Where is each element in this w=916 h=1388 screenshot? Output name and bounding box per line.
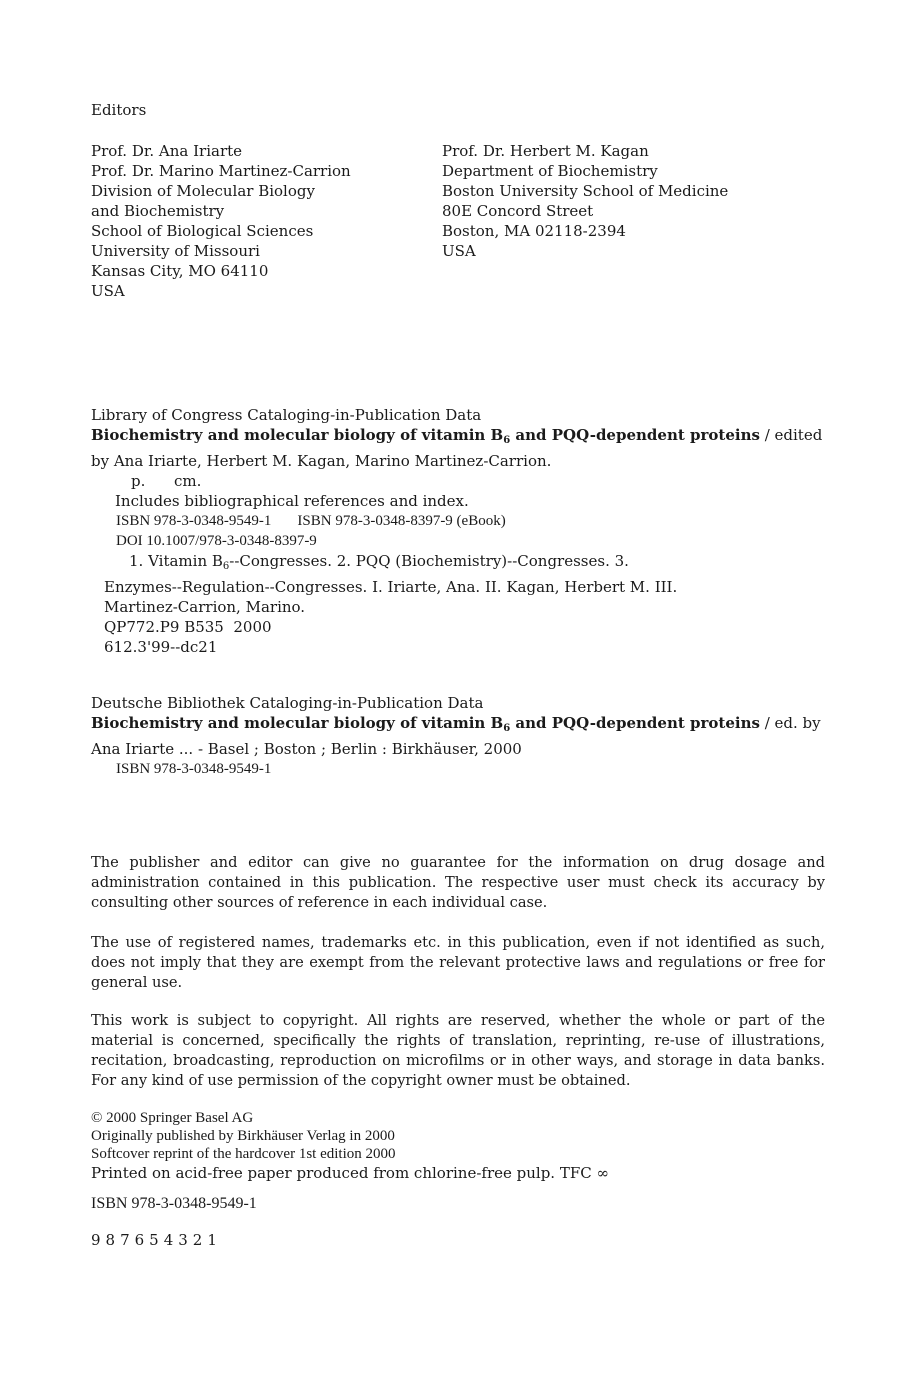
editor-right-line: Boston, MA 02118-2394 <box>442 222 626 240</box>
notice-copyright: This work is subject to copyright. All rights are reserved, whether the whole or part of the material is concerned, specifically the rights of translation, reprinting, re-use of illustrations, recitation, broadcasting, reproduction on microfilms or in other ways, and storage in data banks. For any kind of use permission of the copyright owner must be obtained. <box>91 1012 825 1089</box>
editor-left-line: University of Missouri <box>91 242 260 260</box>
loc-title: Biochemistry and molecular biology of vitamin $B_6$ and PQQ-dependent proteins <box>91 426 760 446</box>
notice-drug-dosage: The publisher and editor can give no guarantee for the information on drug dosage and administration contained in this publication. The respective user must check its accuracy by consulting other sources of reference in each individual case. <box>91 854 825 911</box>
dnb-title-line: Biochemistry and molecular biology of vitamin $B_6$ and PQQ-dependent proteins / ed. by <box>91 714 821 734</box>
printing-line: 987654321 <box>91 1231 222 1249</box>
editor-left-line: Division of Molecular Biology <box>91 182 315 200</box>
editor-right-line: Boston University School of Medicine <box>442 182 729 200</box>
editor-left-line: School of Biological Sciences <box>91 222 314 240</box>
loc-call-number: QP772.P9 B535 2000 <box>104 618 272 636</box>
editor-right-line: Department of Biochemistry <box>442 162 658 180</box>
original-publisher-line: Originally published by Birkhäuser Verlag in 2000 <box>91 1128 395 1144</box>
loc-pcm: p. cm. <box>131 472 202 490</box>
editors-left-address <box>91 141 351 301</box>
loc-cip-block <box>91 405 822 657</box>
isbn-final: ISBN 978-3-0348-9549-1 <box>91 1195 257 1212</box>
loc-heading: Library of Congress Cataloging-in-Publication Data <box>91 406 482 424</box>
loc-subjects-line3: Martinez-Carrion, Marino. <box>104 598 306 616</box>
notice-trademarks: The use of registered names, trademarks etc. in this publication, even if not identified as such, does not imply that they are exempt from the relevant protective laws and regulations or free for general use. <box>91 934 825 991</box>
editor-right-line: Prof. Dr. Herbert M. Kagan <box>442 142 649 160</box>
softcover-line: Softcover reprint of the hardcover 1st edition 2000 <box>91 1146 396 1162</box>
editor-left-line: Kansas City, MO 64110 <box>91 262 269 280</box>
loc-isbn-print: ISBN 978-3-0348-9549-1 <box>116 513 272 529</box>
dnb-cip-block <box>91 693 821 779</box>
editor-right-line: 80E Concord Street <box>442 202 594 220</box>
dnb-title: Biochemistry and molecular biology of vitamin $B_6$ and PQQ-dependent proteins <box>91 714 760 734</box>
loc-isbn-ebook: ISBN 978-3-0348-8397-9 (eBook) <box>297 513 506 529</box>
dnb-heading: Deutsche Bibliothek Cataloging-in-Publication Data <box>91 694 484 712</box>
loc-subjects-line1: 1. Vitamin $B_6-$-Congresses. 2. PQQ (Biochemistry)--Congresses. 3. <box>129 552 629 572</box>
loc-isbn-line <box>91 511 822 531</box>
editor-left-line: USA <box>91 282 125 300</box>
paper-line: Printed on acid-free paper produced from chlorine-free pulp. TFC ∞ <box>91 1164 609 1182</box>
editor-right-line: USA <box>442 242 476 260</box>
loc-dewey: 612.3'99--dc21 <box>104 638 218 656</box>
editor-left-line: and Biochemistry <box>91 202 225 220</box>
loc-includes: Includes bibliographical references and index. <box>115 492 469 510</box>
loc-title-line: Biochemistry and molecular biology of vitamin $B_6$ and PQQ-dependent proteins / edited <box>91 426 823 446</box>
dnb-isbn: ISBN 978-3-0348-9549-1 <box>116 761 272 777</box>
editors-right-address <box>442 141 728 261</box>
copyright-line: © 2000 Springer Basel AG <box>91 1110 254 1126</box>
loc-subjects-line2: Enzymes--Regulation--Congresses. I. Iriarte, Ana. II. Kagan, Herbert M. III. <box>104 578 678 596</box>
editor-left-line: Prof. Dr. Ana Iriarte <box>91 142 243 160</box>
loc-by-line: by Ana Iriarte, Herbert M. Kagan, Marino Martinez-Carrion. <box>91 452 552 470</box>
editor-left-line: Prof. Dr. Marino Martinez-Carrion <box>91 162 351 180</box>
editors-label: Editors <box>91 101 147 119</box>
imprint-block <box>91 1109 609 1183</box>
loc-doi: DOI 10.1007/978-3-0348-8397-9 <box>116 533 317 549</box>
dnb-by-line: Ana Iriarte ... - Basel ; Boston ; Berlin : Birkhäuser, 2000 <box>91 740 522 758</box>
